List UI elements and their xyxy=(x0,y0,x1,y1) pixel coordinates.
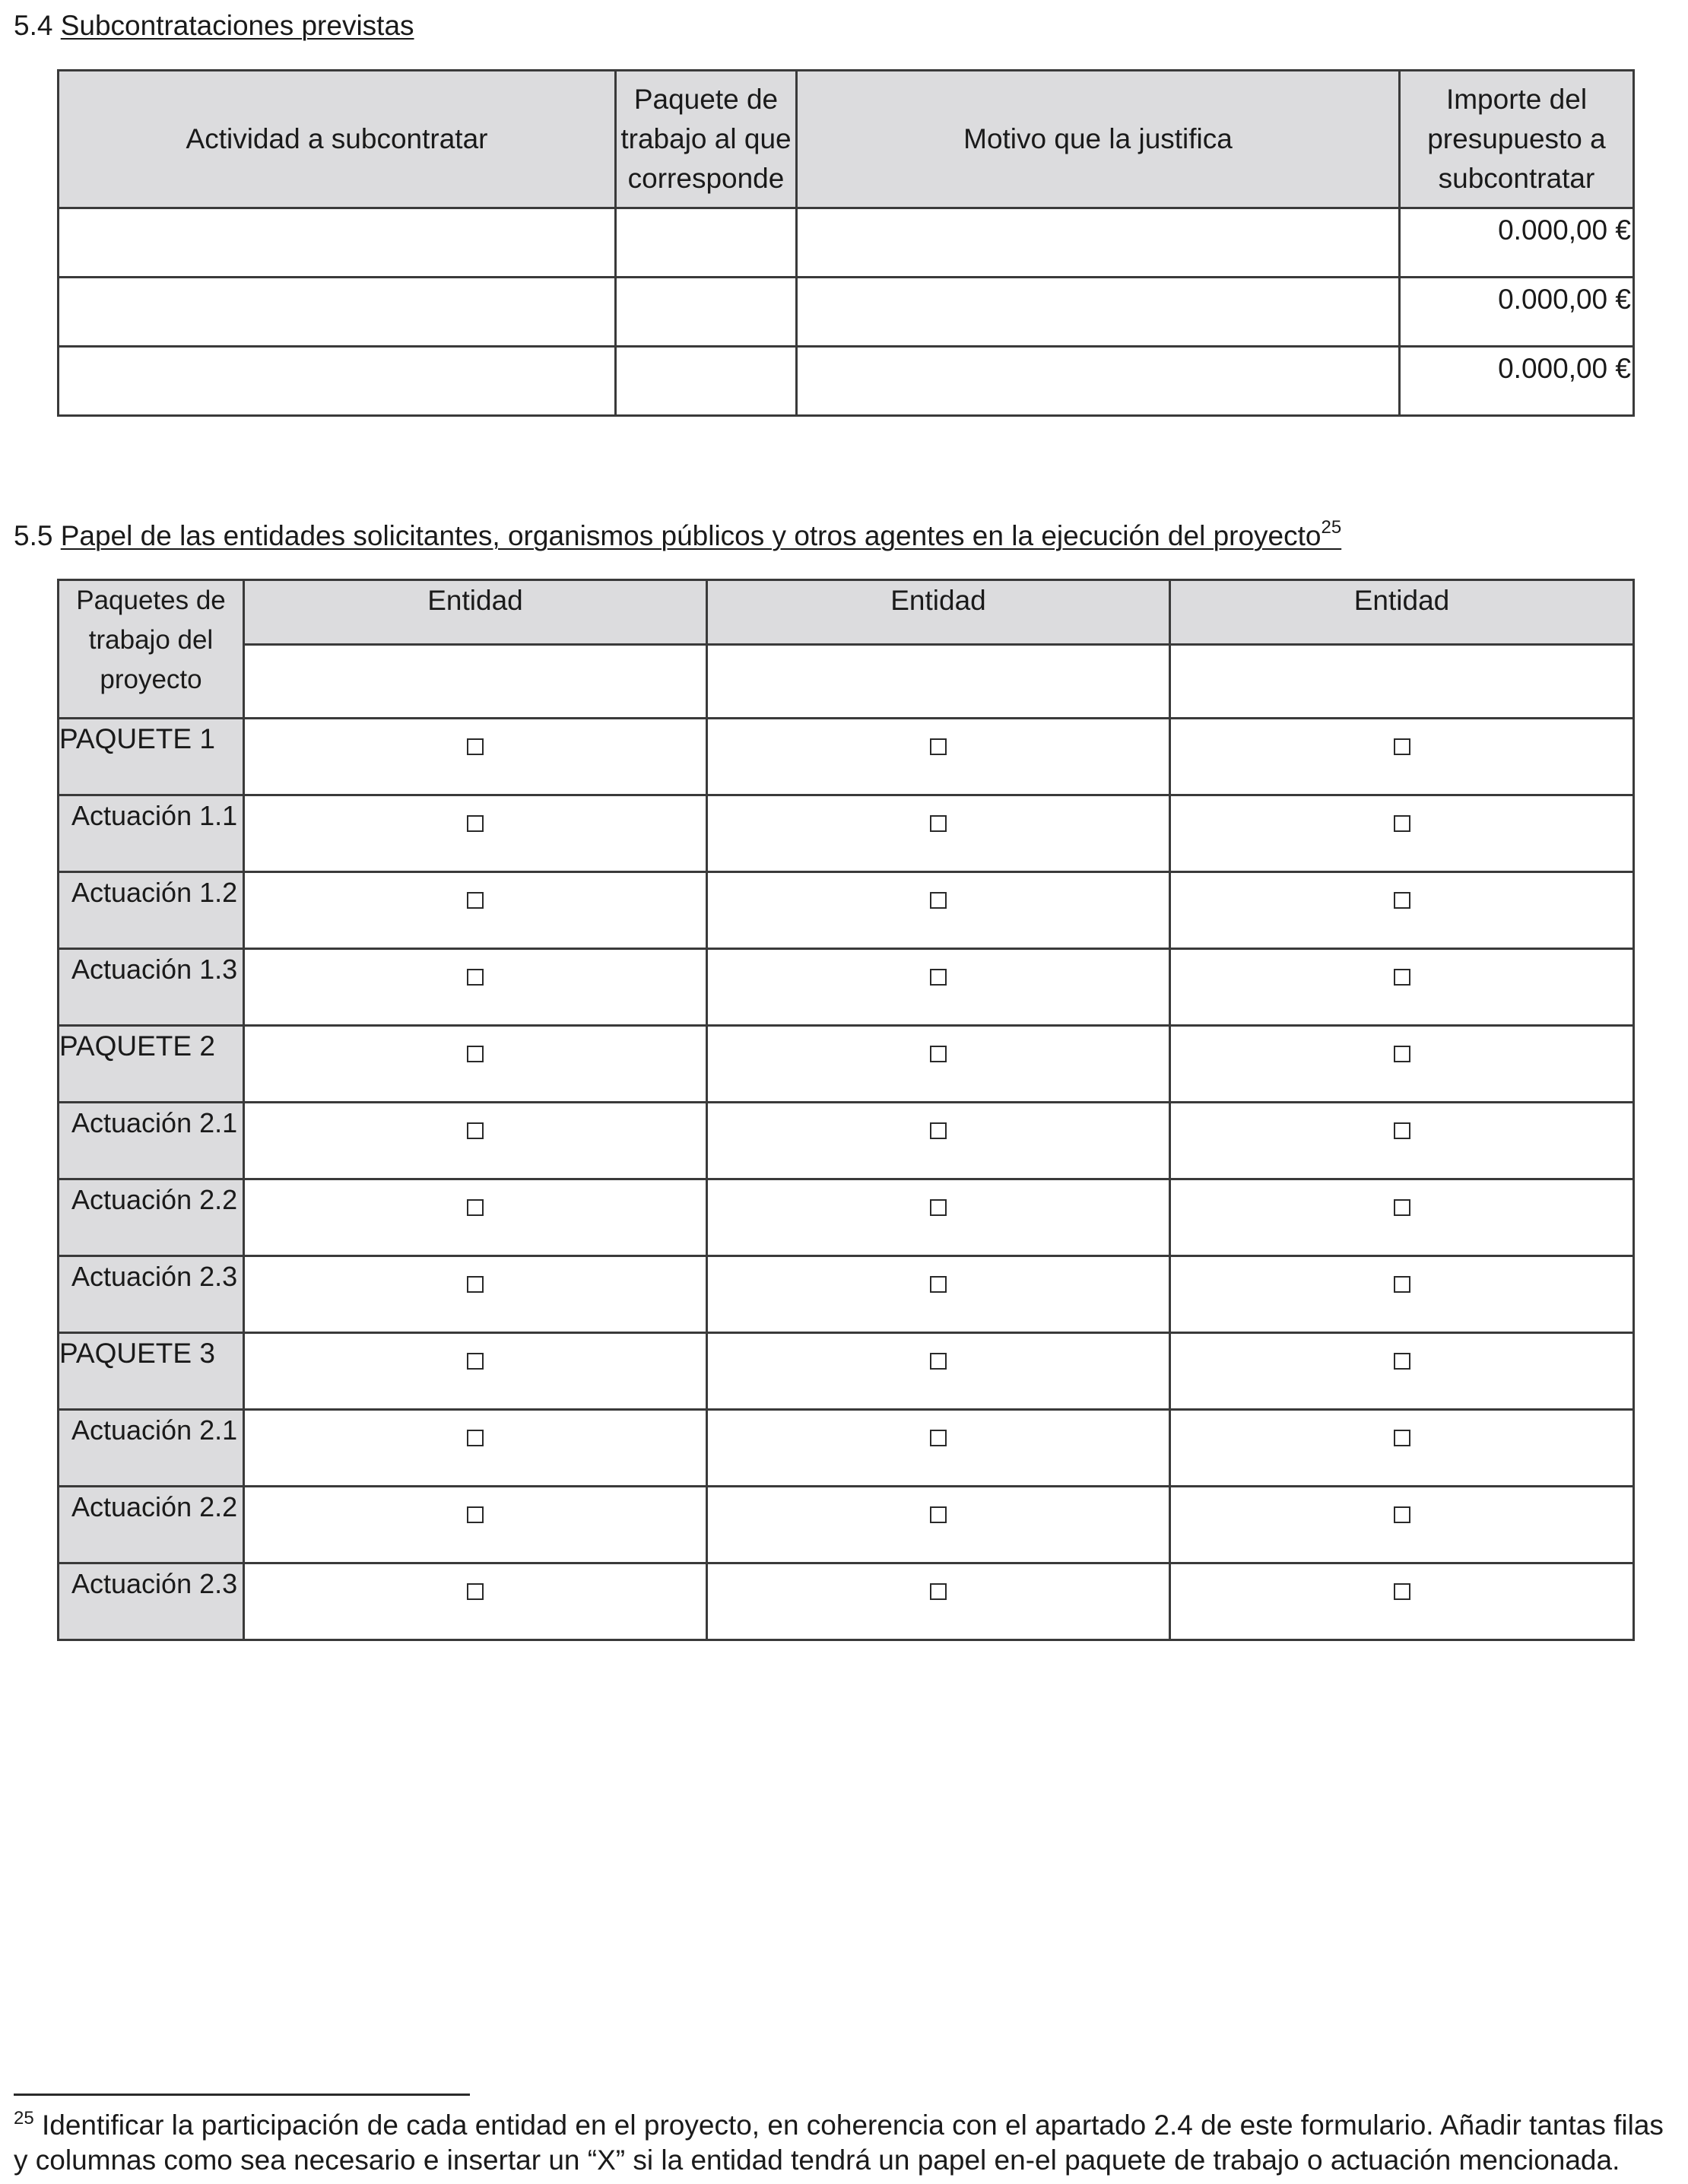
checkbox[interactable] xyxy=(1394,1430,1410,1446)
table-row xyxy=(59,795,1634,872)
checkbox[interactable] xyxy=(1394,892,1410,909)
checkbox-cell xyxy=(244,719,707,795)
checkbox-cell xyxy=(1170,949,1634,1026)
importe-cell[interactable]: 0.000,00 € xyxy=(1400,347,1634,416)
checkbox-cell xyxy=(707,719,1170,795)
checkbox-cell xyxy=(707,1563,1170,1640)
checkbox-cell xyxy=(707,949,1170,1026)
section-5-5-heading xyxy=(14,519,1341,553)
checkbox-cell xyxy=(707,1026,1170,1103)
checkbox-cell xyxy=(707,1179,1170,1256)
checkbox-cell xyxy=(244,1103,707,1179)
header-motivo: Motivo que la justifica xyxy=(797,71,1400,208)
checkbox[interactable] xyxy=(930,1430,947,1446)
section-5-4-title: Subcontrataciones previstas xyxy=(60,10,414,41)
footnote-divider xyxy=(14,2094,470,2096)
checkbox[interactable] xyxy=(467,1506,484,1523)
paquete-cell[interactable] xyxy=(616,278,797,347)
checkbox-cell xyxy=(707,872,1170,949)
checkbox[interactable] xyxy=(467,738,484,755)
checkbox[interactable] xyxy=(930,892,947,909)
footnote xyxy=(14,2108,1679,2178)
footnote-number: 25 xyxy=(14,2108,34,2128)
checkbox[interactable] xyxy=(930,969,947,986)
checkbox[interactable] xyxy=(930,1506,947,1523)
checkbox[interactable] xyxy=(1394,969,1410,986)
table-row xyxy=(59,872,1634,949)
checkbox[interactable] xyxy=(930,1583,947,1600)
checkbox-cell xyxy=(244,1410,707,1487)
paquete-cell[interactable] xyxy=(616,208,797,278)
checkbox[interactable] xyxy=(467,1276,484,1293)
checkbox-cell xyxy=(1170,795,1634,872)
checkbox[interactable] xyxy=(930,1276,947,1293)
header-entidad-2: Entidad xyxy=(707,580,1170,645)
checkbox[interactable] xyxy=(1394,815,1410,832)
motivo-cell[interactable] xyxy=(797,347,1400,416)
checkbox[interactable] xyxy=(467,1122,484,1139)
table-row xyxy=(59,1179,1634,1256)
package-label: PAQUETE 2 xyxy=(59,1026,244,1103)
importe-cell[interactable]: 0.000,00 € xyxy=(1400,278,1634,347)
table-row xyxy=(59,1333,1634,1410)
checkbox[interactable] xyxy=(467,1353,484,1370)
section-5-4-heading xyxy=(14,9,414,43)
checkbox[interactable] xyxy=(930,1353,947,1370)
checkbox[interactable] xyxy=(930,738,947,755)
motivo-cell[interactable] xyxy=(797,208,1400,278)
header-entidad-3: Entidad xyxy=(1170,580,1634,645)
section-5-4-number: 5.4 xyxy=(14,10,53,41)
action-label: Actuación 2.3 xyxy=(59,1256,244,1333)
header-entidad-1: Entidad xyxy=(244,580,707,645)
checkbox[interactable] xyxy=(467,1046,484,1062)
checkbox[interactable] xyxy=(467,1199,484,1216)
actividad-cell[interactable] xyxy=(59,347,616,416)
checkbox[interactable] xyxy=(1394,1276,1410,1293)
entidad-3-value[interactable] xyxy=(1170,645,1634,719)
action-label: Actuación 2.2 xyxy=(59,1179,244,1256)
checkbox[interactable] xyxy=(930,1199,947,1216)
checkbox-cell xyxy=(1170,1179,1634,1256)
actividad-cell[interactable] xyxy=(59,208,616,278)
checkbox-cell xyxy=(707,1103,1170,1179)
table-row xyxy=(59,719,1634,795)
checkbox-cell xyxy=(244,949,707,1026)
table-row xyxy=(59,278,1634,347)
checkbox[interactable] xyxy=(1394,1353,1410,1370)
entidad-1-value[interactable] xyxy=(244,645,707,719)
header-importe: Importe del presupuesto a subcontratar xyxy=(1400,71,1634,208)
checkbox[interactable] xyxy=(467,1430,484,1446)
checkbox[interactable] xyxy=(467,969,484,986)
action-label: Actuación 1.3 xyxy=(59,949,244,1026)
header-paquete: Paquete de trabajo al que corresponde xyxy=(616,71,797,208)
checkbox-cell xyxy=(707,1487,1170,1563)
checkbox[interactable] xyxy=(1394,1122,1410,1139)
entidad-2-value[interactable] xyxy=(707,645,1170,719)
paquete-cell[interactable] xyxy=(616,347,797,416)
footnote-text: Identificar la participación de cada entidad en el proyecto, en coherencia con el apartado 2.4 de este formulario. Añadir tantas filas y columnas como sea necesario e insertar un “X” si la entidad tendrá un papel en-el paquete de trabajo o actuación mencionada. xyxy=(14,2109,1664,2176)
checkbox-cell xyxy=(1170,872,1634,949)
checkbox-cell xyxy=(244,1256,707,1333)
checkbox-cell xyxy=(244,872,707,949)
checkbox[interactable] xyxy=(467,1583,484,1600)
action-label: Actuación 1.2 xyxy=(59,872,244,949)
table-row xyxy=(59,949,1634,1026)
checkbox-cell xyxy=(1170,1103,1634,1179)
table-row xyxy=(59,1410,1634,1487)
checkbox-cell xyxy=(707,1333,1170,1410)
checkbox[interactable] xyxy=(1394,1583,1410,1600)
checkbox[interactable] xyxy=(930,1122,947,1139)
checkbox-cell xyxy=(244,1487,707,1563)
checkbox-cell xyxy=(244,1333,707,1410)
table-row xyxy=(59,1103,1634,1179)
motivo-cell[interactable] xyxy=(797,278,1400,347)
checkbox[interactable] xyxy=(1394,1199,1410,1216)
action-label: Actuación 2.1 xyxy=(59,1410,244,1487)
checkbox[interactable] xyxy=(930,815,947,832)
checkbox[interactable] xyxy=(930,1046,947,1062)
table-row xyxy=(59,347,1634,416)
checkbox-cell xyxy=(1170,1026,1634,1103)
checkbox-cell xyxy=(1170,1487,1634,1563)
table-row xyxy=(59,1256,1634,1333)
checkbox-cell xyxy=(244,1563,707,1640)
entity-roles-table xyxy=(57,579,1635,1641)
checkbox-cell xyxy=(1170,1410,1634,1487)
action-label: Actuación 1.1 xyxy=(59,795,244,872)
header-actividad: Actividad a subcontratar xyxy=(59,71,616,208)
checkbox[interactable] xyxy=(1394,1046,1410,1062)
checkbox-cell xyxy=(244,1026,707,1103)
checkbox-cell xyxy=(244,1179,707,1256)
checkbox-cell xyxy=(707,795,1170,872)
checkbox[interactable] xyxy=(467,892,484,909)
header-paquetes: Paquetes de trabajo del proyecto xyxy=(59,580,244,719)
checkbox-cell xyxy=(707,1256,1170,1333)
checkbox-cell xyxy=(1170,1563,1634,1640)
actividad-cell[interactable] xyxy=(59,278,616,347)
table-row xyxy=(59,1563,1634,1640)
table-row xyxy=(59,1026,1634,1103)
table-row xyxy=(59,1487,1634,1563)
section-5-5-number: 5.5 xyxy=(14,520,53,551)
checkbox-cell xyxy=(1170,1256,1634,1333)
footnote-reference: 25 xyxy=(1321,517,1342,538)
action-label: Actuación 2.2 xyxy=(59,1487,244,1563)
action-label: Actuación 2.3 xyxy=(59,1563,244,1640)
section-5-5-title: Papel de las entidades solicitantes, organismos públicos y otros agentes en la ejecución del proyecto$^{25}$ xyxy=(60,517,1342,551)
checkbox-cell xyxy=(244,795,707,872)
table-row xyxy=(59,208,1634,278)
checkbox-cell xyxy=(707,1410,1170,1487)
importe-cell[interactable]: 0.000,00 € xyxy=(1400,208,1634,278)
checkbox-cell xyxy=(1170,719,1634,795)
package-label: PAQUETE 1 xyxy=(59,719,244,795)
package-label: PAQUETE 3 xyxy=(59,1333,244,1410)
checkbox[interactable] xyxy=(1394,738,1410,755)
checkbox[interactable] xyxy=(1394,1506,1410,1523)
action-label: Actuación 2.1 xyxy=(59,1103,244,1179)
checkbox[interactable] xyxy=(467,815,484,832)
checkbox-cell xyxy=(1170,1333,1634,1410)
subcontracting-table xyxy=(57,69,1635,417)
